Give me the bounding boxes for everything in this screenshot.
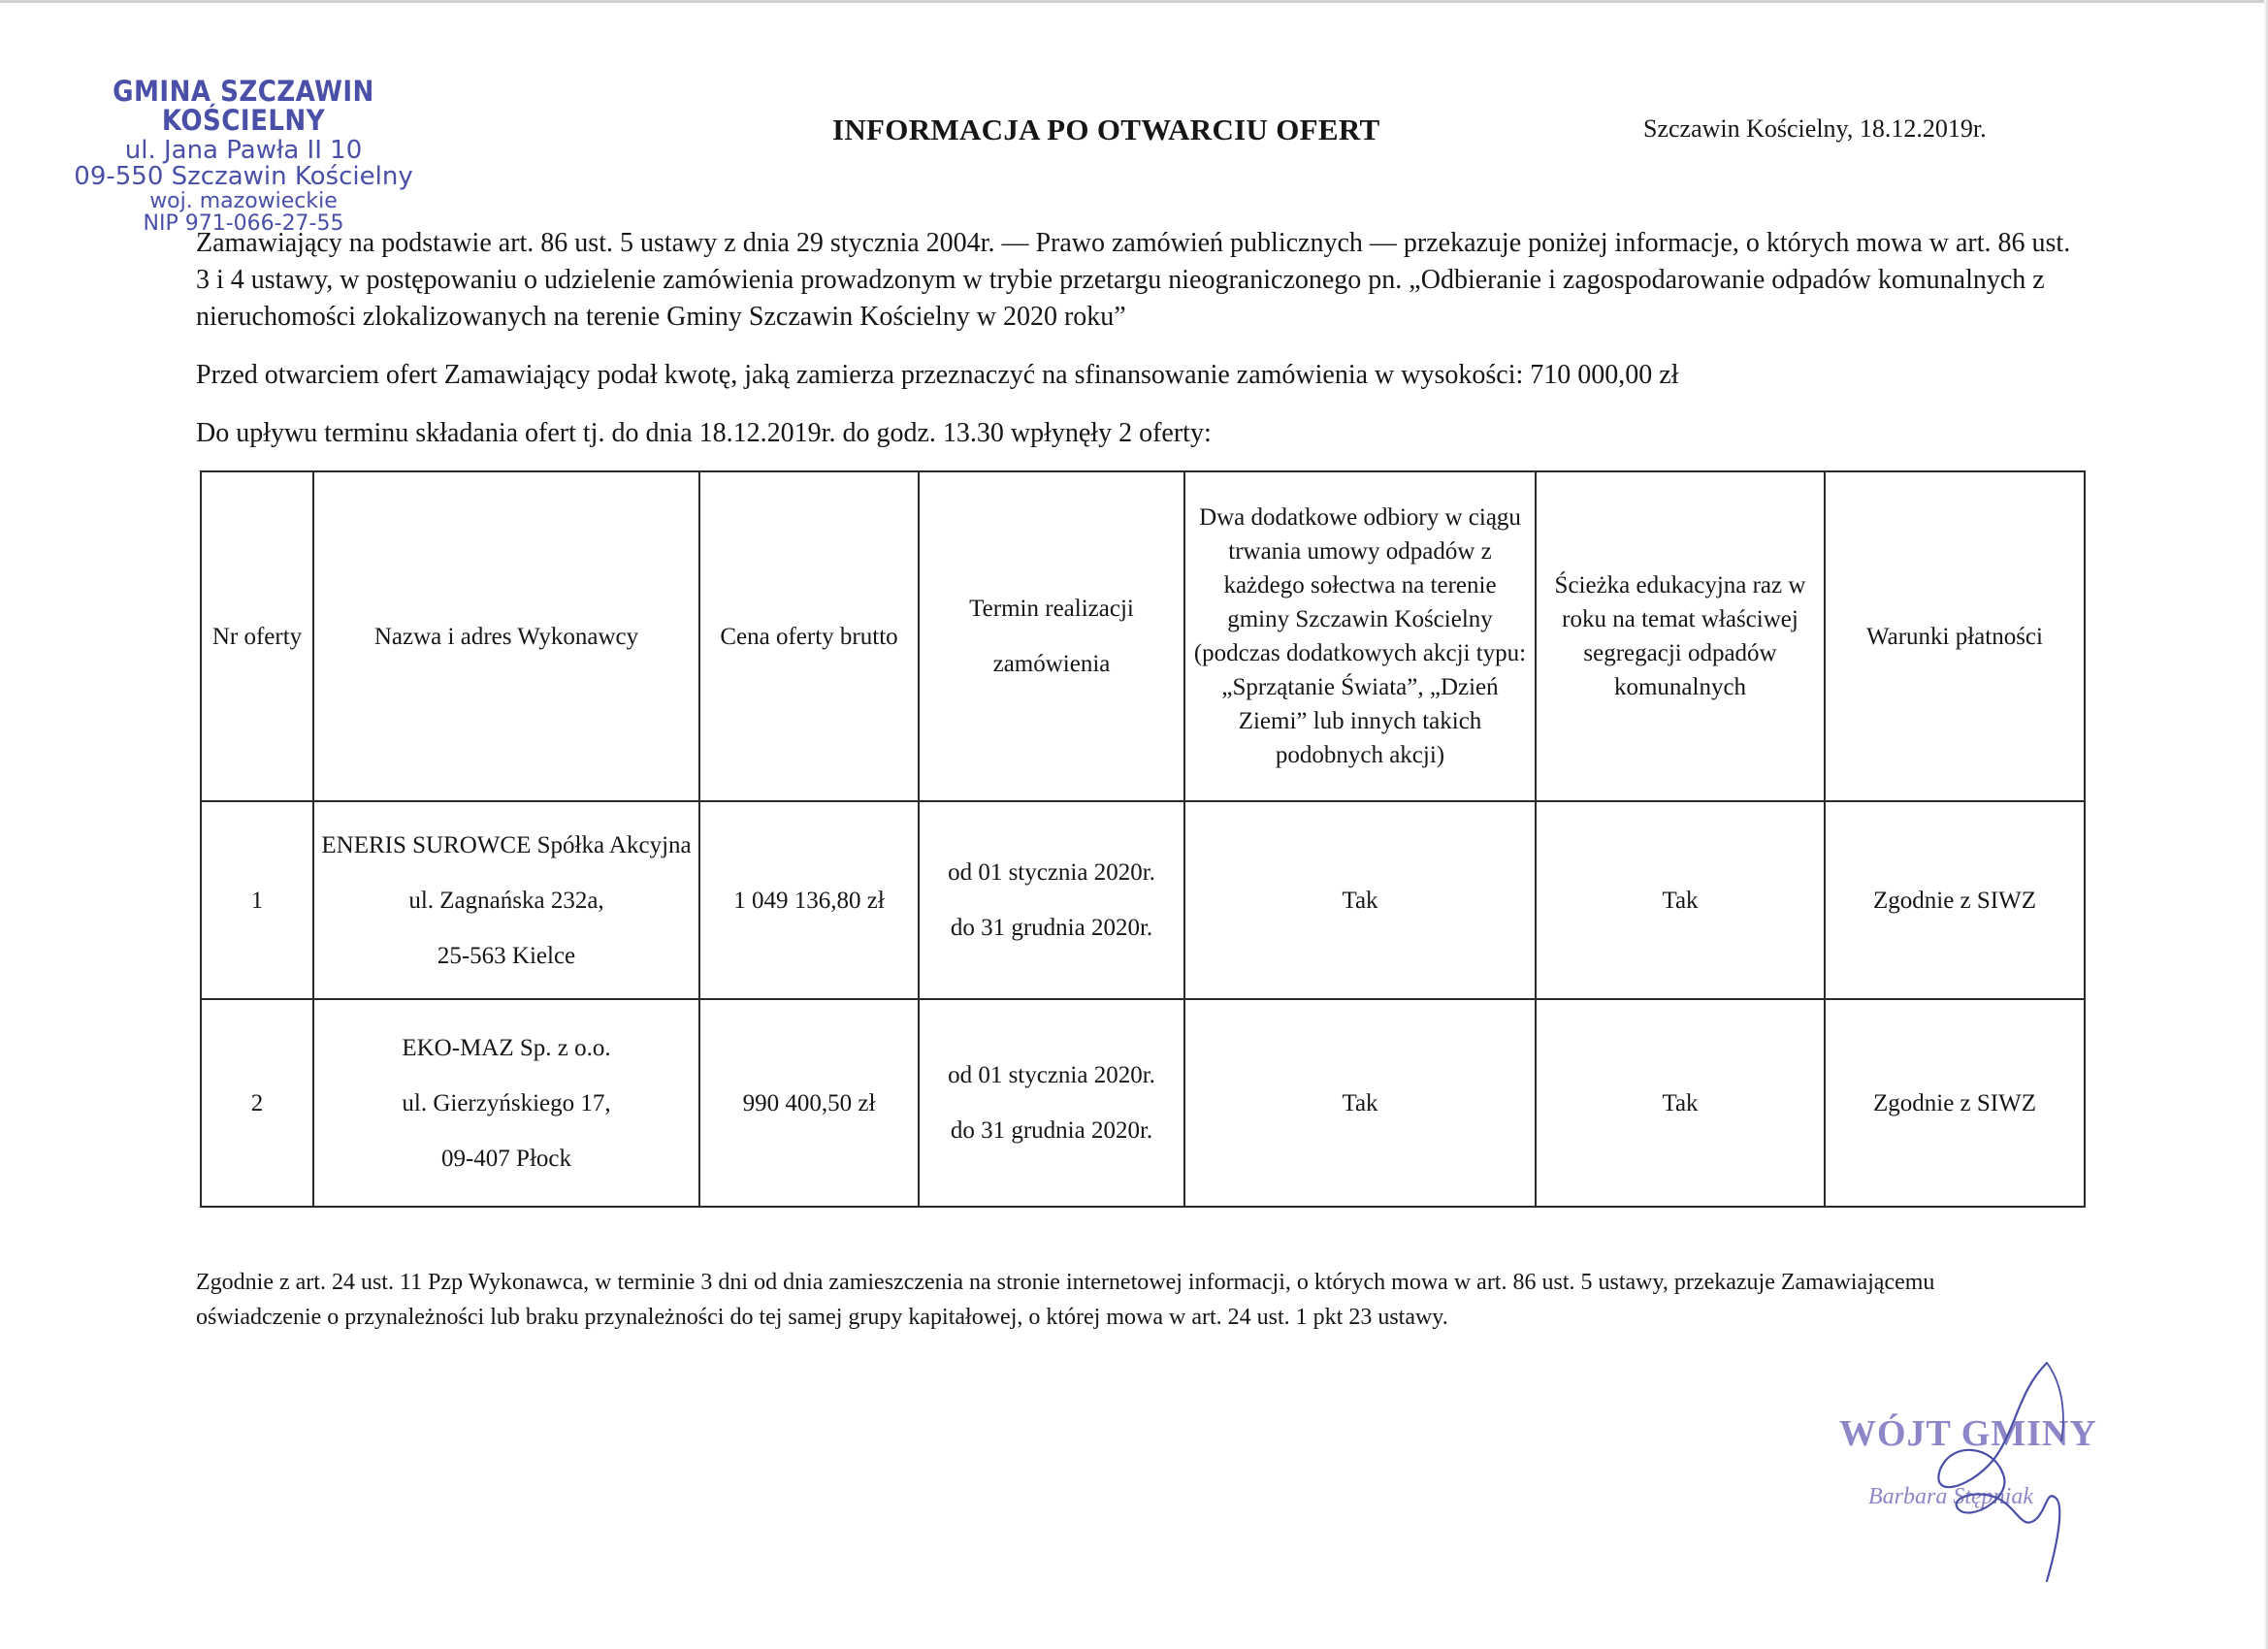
cell-term: [919, 999, 1184, 1207]
stamp-street: ul. Jana Pawła II 10: [124, 136, 363, 166]
budget-paragraph: Przed otwarciem ofert Zamawiający podał kwotę, jaką zamierza przeznaczyć na sfinansowanie zamówienia w wysokości: 710 000,00 zł: [196, 360, 1679, 390]
signature-title-stamp: WÓJT GMINY: [1839, 1413, 2097, 1454]
contractor-city: 09-407 Płock: [440, 1145, 572, 1172]
place-and-date: Szczawin Kościelny, 18.12.2019r.: [1643, 114, 1987, 143]
cell-payment: Zgodnie z SIWZ: [1825, 801, 2085, 999]
cell-nr: 2: [201, 999, 313, 1207]
table-row: [201, 801, 2085, 999]
cell-term: [919, 801, 1184, 999]
table-row: [201, 999, 2085, 1207]
term-to: do 31 grudnia 2020r.: [950, 915, 1153, 941]
contractor-street: ul. Gierzyńskiego 17,: [402, 1089, 611, 1116]
header-nr: Nr oferty: [201, 471, 313, 801]
intro-paragraph: Zamawiający na podstawie art. 86 ust. 5 ustawy z dnia 29 stycznia 2004r. — Prawo zamówień publicznych — przekazuje poniżej informacje, o których mowa w art. 86 ust. 3 i 4 ustawy, w postępowaniu o udzielenie zamówienia prowadzonym w trybie przetargu nieograniczonego pn. „Odbieranie i zagospodarowanie odpadów komunalnych z nieruchomości zlokalizowanych na terenie Gminy Szczawin Kościelny w 2020 roku”: [196, 228, 2071, 332]
cell-education: Tak: [1536, 999, 1825, 1207]
header-contractor: Nazwa i adres Wykonawcy: [313, 471, 699, 801]
cell-payment: Zgodnie z SIWZ: [1825, 999, 2085, 1207]
stamp-city: 09-550 Szczawin Kościelny: [74, 161, 413, 191]
offers-table: [200, 470, 2086, 1208]
deadline-paragraph: Do upływu terminu składania ofert tj. do dnia 18.12.2019r. do godz. 13.30 wpłynęły 2 oferty:: [196, 418, 1212, 448]
cell-extra-pickups: Tak: [1184, 999, 1536, 1207]
header-price: Cena oferty brutto: [699, 471, 919, 801]
header-education: Ścieżka edukacyjna raz w roku na temat właściwej segregacji odpadów komunalnych: [1536, 471, 1825, 801]
contractor-name: EKO-MAZ Sp. z o.o.: [402, 1034, 611, 1061]
municipality-stamp: [64, 75, 423, 233]
table-header-row: [201, 471, 2085, 801]
cell-extra-pickups: Tak: [1184, 801, 1536, 999]
term-from: od 01 stycznia 2020r.: [948, 859, 1155, 886]
signature-name-stamp: Barbara Stępniak: [1868, 1484, 2033, 1509]
header-payment: Warunki płatności: [1825, 471, 2085, 801]
cell-nr: 1: [201, 801, 313, 999]
contractor-street: ul. Zagnańska 232a,: [408, 887, 604, 914]
cell-price: 990 400,50 zł: [699, 999, 919, 1207]
handwritten-signature: [1901, 1353, 2095, 1586]
footer-note: Zgodnie z art. 24 ust. 11 Pzp Wykonawca, w terminie 3 dni od dnia zamieszczenia na stronie internetowej informacji, o których mowa w art. 86 ust. 5 ustawy, przekazuje Zamawiającemu oświadczenie o przynależności lub braku przynależności do tej samej grupy kapitałowej, o której mowa w art. 24 ust. 1 pkt 23 ustawy.: [196, 1270, 1935, 1330]
scan-right-edge: [2264, 0, 2268, 1649]
cell-contractor: [313, 999, 699, 1207]
scan-top-edge: [0, 0, 2268, 3]
stamp-nip: NIP 971-066-27-55: [143, 212, 344, 233]
stamp-name: GMINA SZCZAWIN KOŚCIELNY: [113, 75, 374, 137]
header-term-line2: zamówienia: [992, 651, 1111, 677]
cell-contractor: [313, 801, 699, 999]
term-from: od 01 stycznia 2020r.: [948, 1062, 1155, 1088]
stamp-region: woj. mazowieckie: [149, 189, 338, 214]
contractor-name: ENERIS SUROWCE Spółka Akcyjna: [321, 831, 692, 858]
header-extra-pickups: Dwa dodatkowe odbiory w ciągu trwania umowy odpadów z każdego sołectwa na terenie gminy Szczawin Kościelny (podczas dodatkowych akcji typu: „Sprzątanie Świata”, „Dzień Ziemi” lub innych takich podobnych akcji): [1184, 471, 1536, 801]
header-term: [919, 471, 1184, 801]
document-title: INFORMACJA PO OTWARCIU OFERT: [832, 113, 1380, 146]
term-to: do 31 grudnia 2020r.: [950, 1117, 1153, 1144]
header-term-line1: Termin realizacji: [969, 596, 1134, 622]
contractor-city: 25-563 Kielce: [437, 942, 576, 969]
cell-education: Tak: [1536, 801, 1825, 999]
cell-price: 1 049 136,80 zł: [699, 801, 919, 999]
